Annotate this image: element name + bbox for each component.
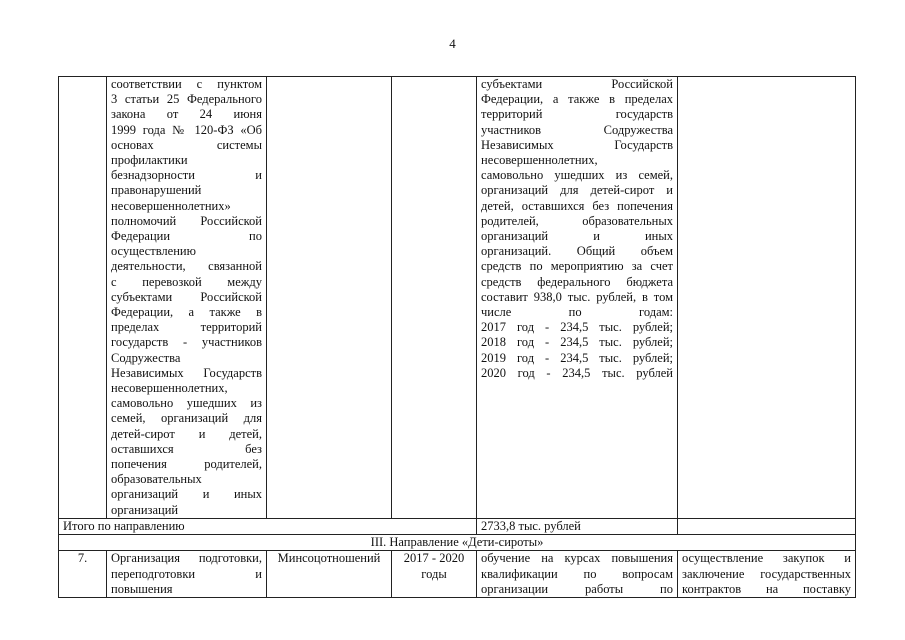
row7-executor: Минсоцотношений	[267, 551, 392, 598]
result-text	[481, 77, 673, 381]
text-line: семей, организаций для	[111, 411, 262, 426]
text-line: 2017 - 2020	[403, 551, 465, 566]
text-line: 2020 год - 234,5 тыс. рублей	[481, 365, 673, 380]
text-line: 1999 года № 120-ФЗ «Об	[111, 122, 262, 137]
text-line: контрактов на поставку	[682, 581, 851, 596]
section-heading-row	[59, 535, 856, 551]
measure-text	[111, 77, 262, 518]
text-line: полномочий Российской	[111, 213, 262, 228]
row7-number: 7.	[59, 551, 107, 598]
text-line: годы	[421, 566, 447, 581]
table-row-7	[59, 551, 856, 598]
text-line: деятельности, связанной	[111, 259, 262, 274]
text-line: пределах территорий	[111, 320, 262, 335]
text-line: Федерации, а также в	[111, 305, 262, 320]
row7-period	[392, 551, 477, 598]
section-heading: III. Направление «Дети-сироты»	[59, 535, 856, 551]
cell-period-empty	[392, 77, 477, 519]
text-line: несовершеннолетних»	[111, 198, 231, 213]
text-line: безнадзорности и	[111, 168, 262, 183]
text-line: средств по мероприятию за счет	[481, 259, 673, 274]
text-line: Федерации, а также в пределах	[481, 92, 673, 107]
text-line: переподготовки и	[111, 566, 262, 581]
text-line: осуществлению	[111, 244, 196, 259]
text-line: детей-сирот и детей,	[111, 426, 262, 441]
text-line: Независимых Государств	[111, 365, 262, 380]
measures-table	[58, 76, 856, 598]
page-number: 4	[449, 36, 456, 51]
total-amount: 2733,8 тыс. рублей	[477, 518, 678, 534]
text-line: организаций для детей-сирот и	[481, 183, 673, 198]
text-line: образовательных	[111, 472, 202, 487]
text-line: самовольно ушедших из семей,	[481, 168, 673, 183]
text-line: несовершеннолетних,	[481, 153, 598, 168]
text-line: повышения	[111, 581, 173, 596]
total-label: Итого по направлению	[59, 518, 477, 534]
total-empty-cell	[678, 518, 856, 534]
text-line: соответствии с пунктом	[111, 77, 262, 91]
cell-number-empty	[59, 77, 107, 519]
text-line: детей, оставшихся без попечения	[481, 198, 673, 213]
text-line: Организация подготовки,	[111, 551, 262, 566]
cell-executor-empty	[267, 77, 392, 519]
cell-mechanism-empty	[678, 77, 856, 519]
text-line: субъектами Российской	[111, 289, 262, 304]
text-line: организации работы по	[481, 581, 673, 596]
text-line: субъектами Российской	[481, 77, 673, 91]
text-line: организаций и иных	[481, 229, 673, 244]
text-line: самовольно ушедших из	[111, 396, 262, 411]
text-line: участников Содружества	[481, 122, 673, 137]
text-line: квалификации по вопросам	[481, 566, 673, 581]
text-line: закона от 24 июня	[111, 107, 262, 122]
row7-result	[477, 551, 678, 598]
text-line: основах системы	[111, 137, 262, 152]
text-line: организаций. Общий объем	[481, 244, 673, 259]
text-line: правонарушений	[111, 183, 202, 198]
text-line: организаций и иных	[111, 487, 262, 502]
text-line: 2019 год - 234,5 тыс. рублей;	[481, 350, 673, 365]
text-line: числе по годам:	[481, 305, 673, 320]
text-line: оставшихся без	[111, 441, 262, 456]
text-line: попечения родителей,	[111, 457, 262, 472]
text-line: профилактики	[111, 153, 188, 168]
text-line: с перевозкой между	[111, 274, 262, 289]
text-line: 2017 год - 234,5 тыс. рублей;	[481, 320, 673, 335]
text-line: несовершеннолетних,	[111, 381, 228, 396]
text-line: территорий государств	[481, 107, 673, 122]
table-row-continuation	[59, 77, 856, 519]
total-row	[59, 518, 856, 534]
text-line: организаций	[111, 502, 179, 517]
text-line: Федерации по	[111, 229, 262, 244]
text-line: осуществление закупок и	[682, 551, 851, 566]
text-line: родителей, образовательных	[481, 213, 673, 228]
text-line: Содружества	[111, 350, 181, 365]
row7-measure	[107, 551, 267, 598]
text-line: обучение на курсах повышения	[481, 551, 673, 566]
row7-mechanism	[678, 551, 856, 598]
text-line: заключение государственных	[682, 566, 851, 581]
cell-result-continuation	[477, 77, 678, 519]
text-line: средств федерального бюджета	[481, 274, 673, 289]
text-line: Независимых Государств	[481, 137, 673, 152]
text-line: государств - участников	[111, 335, 262, 350]
text-line: 2018 год - 234,5 тыс. рублей;	[481, 335, 673, 350]
text-line: 3 статьи 25 Федерального	[111, 92, 262, 107]
cell-measure-continuation	[107, 77, 267, 519]
text-line: составит 938,0 тыс. рублей, в том	[481, 289, 673, 304]
